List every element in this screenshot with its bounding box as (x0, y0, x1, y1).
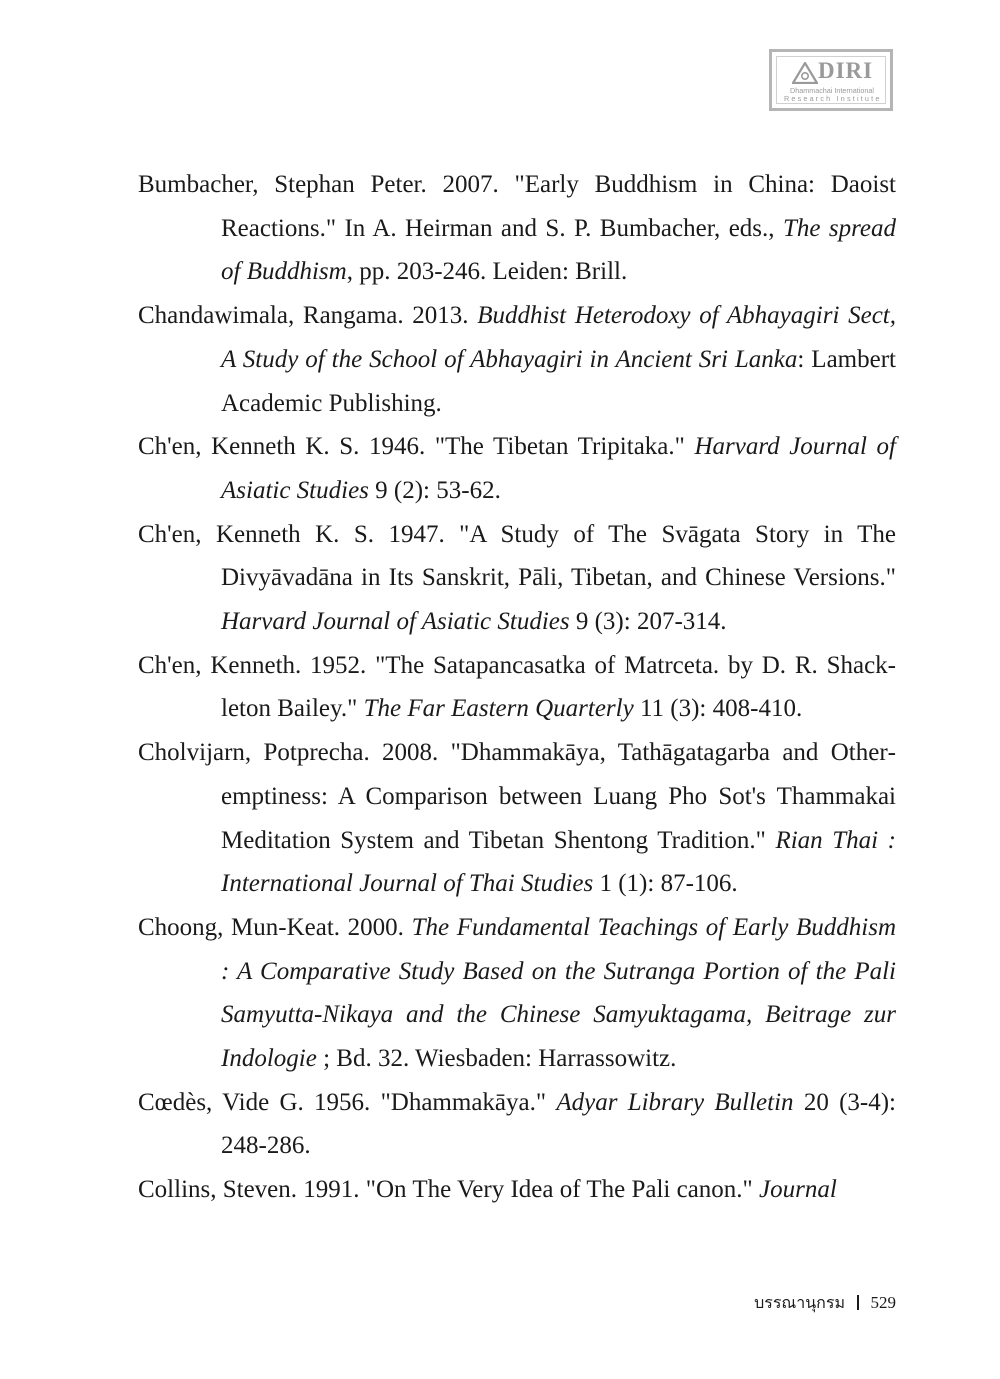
reference-title: Rian Thai : International Journal of Thai Studies (221, 826, 896, 898)
reference-text: Cholvijarn, Potprecha. 2008. "Dhammakāya, Tathāgatagarba and Otheremptiness: A Comparison between Luang Pho Sot's Thammakai Meditation System and Tibetan Shentong Tradition." (138, 739, 896, 854)
diri-logo (769, 49, 893, 111)
reference-title: Harvard Journal of Asiatic Studies (221, 608, 570, 636)
reference-text: 9 (2): 53-62. (368, 476, 501, 504)
reference-text: 11 (3): 408-410. (633, 695, 803, 723)
reference-text: Cœdès, Vide G. 1956. "Dhammakāya." (138, 1088, 557, 1116)
reference-title: Adyar Library Bulletin (556, 1088, 794, 1116)
reference-entry (138, 294, 896, 425)
reference-entry (138, 906, 896, 1081)
reference-text: 1 (1): 87-106. (593, 870, 738, 898)
logo-subtitle-line2: Research Institute (784, 94, 882, 103)
page-number: 529 (870, 1293, 896, 1312)
footer-divider (857, 1295, 859, 1310)
reference-text: , pp. 203-246. Leiden: Brill. (346, 258, 628, 286)
reference-text: Ch'en, Kenneth K. S. 1947. "A Study of The Svāgata Story in The Divyāvadāna in Its Sanskrit, Pāli, Tibetan, and Chinese Versions." (138, 520, 896, 592)
reference-title: The spread of Buddhism (221, 214, 896, 286)
page-footer (754, 1291, 896, 1316)
reference-entry (138, 425, 896, 512)
reference-entry (138, 163, 896, 294)
bibliography-list (138, 163, 896, 1212)
reference-entry (138, 1168, 896, 1212)
reference-text: 9 (3): 207-314. (569, 608, 727, 636)
reference-text: Bumbacher, Stephan Peter. 2007. "Early Buddhism in China: Daoist Reactions." In A. Heirman and S. P. Bumbacher, eds., (138, 171, 896, 242)
reference-entry (138, 731, 896, 906)
reference-text: Ch'en, Kenneth K. S. 1946. "The Tibetan Tripitaka." (138, 433, 695, 461)
reference-entry (138, 1081, 896, 1168)
reference-entry (138, 513, 896, 644)
reference-title: The Far Eastern Quarterly (363, 695, 634, 723)
logo-name: DIRI (818, 58, 874, 83)
reference-text: : Lambert Academic Publishing. (221, 345, 896, 417)
section-title: บรรณานุกรม (754, 1293, 845, 1312)
reference-title: Harvard Journal of Asiatic Studies (221, 433, 896, 504)
reference-entry (138, 644, 896, 731)
reference-title: Buddhist Heterodoxy of Abhayagiri Sect, A Study of the School of Abhayagiri in Ancient Sri Lanka (221, 302, 896, 373)
triangle-emblem-icon (792, 62, 818, 84)
reference-title: The Fundamental Teachings of Early Buddhism : A Comparative Study Based on the Sutranga Portion of the Pali Samyutta-Nikaya and the Chinese Samyuktagama, Beitrage zur Indologie (221, 913, 897, 1073)
logo-subtitle-line1: Dhammachai International (790, 86, 874, 95)
reference-text: 20 (3-4): 248-286. (221, 1088, 897, 1160)
reference-text: Collins, Steven. 1991. "On The Very Idea of The Pali canon." (138, 1176, 760, 1204)
reference-text: Ch'en, Kenneth. 1952. "The Satapancasatka of Matrceta. by D. R. Shackleton Bailey." (138, 651, 896, 723)
reference-text: Chandawimala, Rangama. 2013. (138, 302, 478, 330)
reference-title: Journal (759, 1176, 837, 1204)
reference-text: ; Bd. 32. Wiesbaden: Harrassowitz. (316, 1045, 677, 1073)
reference-text: Choong, Mun-Keat. 2000. (138, 913, 412, 941)
